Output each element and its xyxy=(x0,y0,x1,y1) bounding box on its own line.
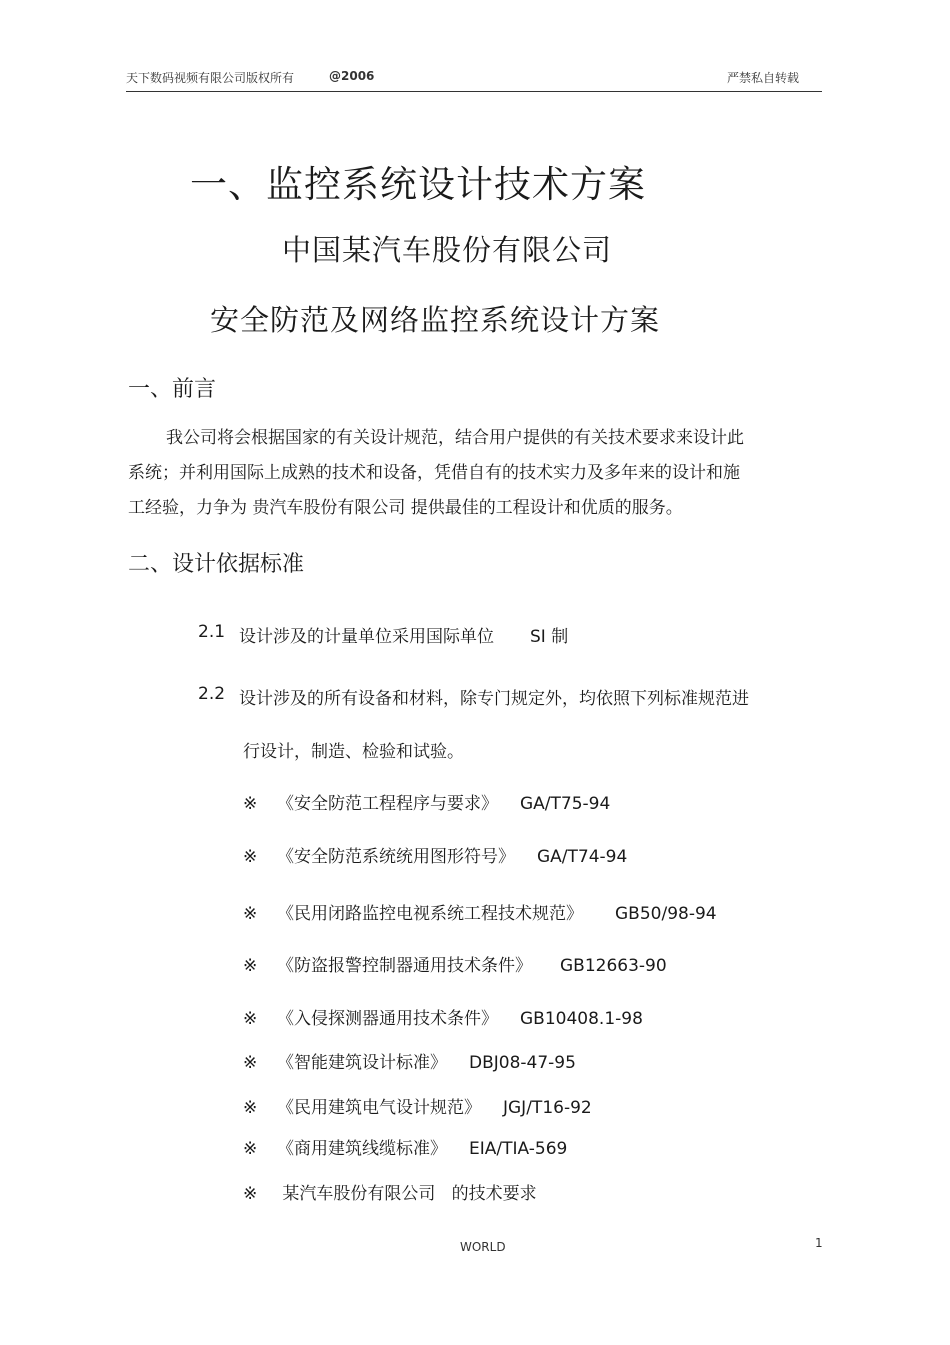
header-divider xyxy=(126,91,822,92)
reference-mark: ※ xyxy=(243,794,258,814)
standard-code: GB50/98-94 xyxy=(615,904,717,924)
section-basis-heading: 二、设计依据标准 xyxy=(128,552,305,577)
standard-code: EIA/TIA-569 xyxy=(469,1139,568,1159)
item-2-2-continuation: 行设计，制造、检验和试验。 xyxy=(243,742,464,762)
standard-code: DBJ08-47-95 xyxy=(469,1053,576,1073)
standard-item xyxy=(243,951,667,976)
standard-name: 《入侵探测器通用技术条件》 xyxy=(277,1009,498,1029)
footer-label: WORLD xyxy=(460,1240,506,1254)
standard-code: GA/T75-94 xyxy=(520,794,611,814)
reference-mark: ※ xyxy=(243,847,258,867)
page-number: 1 xyxy=(815,1236,823,1250)
standard-name: 《民用闭路监控电视系统工程技术规范》 xyxy=(277,904,583,924)
preface-line-2: 系统；并利用国际上成熟的技术和设备，凭借自有的技术实力及多年来的设计和施 xyxy=(128,463,740,483)
standard-item xyxy=(243,1093,592,1118)
standard-item xyxy=(243,899,717,924)
standard-item xyxy=(243,1048,576,1073)
standard-code: GA/T74-94 xyxy=(537,847,628,867)
standard-name: 《安全防范系统统用图形符号》 xyxy=(277,847,515,867)
document-subtitle: 安全防范及网络监控系统设计方案 xyxy=(210,303,661,337)
header-year: @2006 xyxy=(329,69,375,83)
standard-item xyxy=(243,1004,643,1029)
preface-line-3: 工经验，力争为 贵汽车股份有限公司 提供最佳的工程设计和优质的服务。 xyxy=(128,498,683,518)
standard-item xyxy=(243,1134,567,1159)
preface-line-1: 我公司将会根据国家的有关设计规范，结合用户提供的有关技术要求来设计此 xyxy=(166,428,744,448)
standard-name: 《安全防范工程程序与要求》 xyxy=(277,794,498,814)
preface-paragraph xyxy=(128,421,788,526)
standard-name: 《防盗报警控制器通用技术条件》 xyxy=(277,956,532,976)
standard-code: JGJ/T16-92 xyxy=(503,1098,592,1118)
standard-name: 《智能建筑设计标准》 xyxy=(277,1053,447,1073)
item-2-1-number: 2.1 xyxy=(198,622,226,642)
standard-name: 《商用建筑线缆标准》 xyxy=(277,1139,447,1159)
standard-name: 某汽车股份有限公司 的技术要求 xyxy=(277,1184,537,1204)
item-2-1-text: 设计涉及的计量单位采用国际单位 xyxy=(239,627,494,647)
item-2-2-text: 设计涉及的所有设备和材料，除专门规定外，均依照下列标准规范进 xyxy=(239,689,749,709)
standard-item xyxy=(243,1179,537,1204)
standard-code: GB10408.1-98 xyxy=(520,1009,643,1029)
header-left: 天下数码视频有限公司版权所有 xyxy=(126,71,295,85)
document-title: 一、监控系统设计技术方案 xyxy=(190,163,646,206)
company-title: 中国某汽车股份有限公司 xyxy=(282,233,613,267)
standard-item xyxy=(243,842,627,867)
standard-name: 《民用建筑电气设计规范》 xyxy=(277,1098,481,1118)
item-2-2-number: 2.2 xyxy=(198,684,226,704)
reference-mark: ※ xyxy=(243,1009,258,1029)
section-preface-heading: 一、前言 xyxy=(128,377,217,402)
item-2-1-unit: SI 制 xyxy=(530,627,569,647)
reference-mark: ※ xyxy=(243,1184,258,1204)
header-right: 严禁私自转载 xyxy=(727,71,800,85)
standard-code: GB12663-90 xyxy=(560,956,667,976)
reference-mark: ※ xyxy=(243,1053,258,1073)
reference-mark: ※ xyxy=(243,1098,258,1118)
reference-mark: ※ xyxy=(243,904,258,924)
standard-item xyxy=(243,789,610,814)
reference-mark: ※ xyxy=(243,956,258,976)
reference-mark: ※ xyxy=(243,1139,258,1159)
